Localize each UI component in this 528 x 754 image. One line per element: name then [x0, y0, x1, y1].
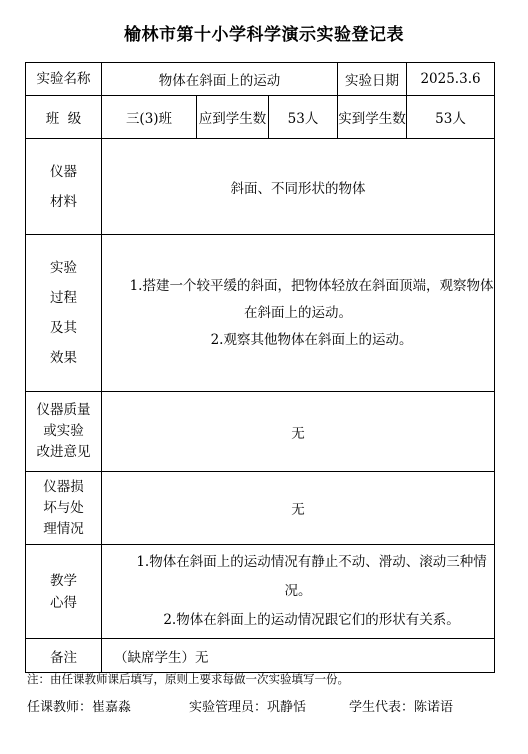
reflection-content [102, 545, 495, 639]
quality-label [26, 392, 102, 472]
teacher-signature: 任课教师：崔嘉淼 [27, 700, 132, 715]
process-paragraph-2: 2.观察其他物体在斜面上的运动。 [210, 331, 413, 348]
process-label-line2: 过程 [50, 290, 77, 306]
process-label-line4: 效果 [50, 350, 77, 366]
row-damage [26, 472, 495, 545]
process-content [102, 235, 495, 392]
materials-label-line1: 仪器 [50, 163, 77, 180]
class-label: 班 级 [26, 96, 102, 139]
reflection-label [26, 545, 102, 639]
expected-students-value: 53人 [269, 96, 338, 139]
damage-label-line1: 仪器损 [43, 478, 84, 495]
expected-students-label: 应到学生数 [197, 96, 269, 139]
reflection-paragraph-1: 1.物体在斜面上的运动情况有静止不动、滑动、滚动三种情况。 [136, 554, 487, 599]
reflection-label-line1: 教学 [50, 572, 77, 589]
experiment-name-value: 物体在斜面上的运动 [102, 63, 338, 96]
lab-manager-signature: 实验管理员：巩静恬 [189, 700, 307, 715]
actual-students-label: 实到学生数 [338, 96, 407, 139]
reflection-paragraph-2: 2.物体在斜面上的运动情况跟它们的形状有关系。 [163, 612, 460, 628]
quality-label-line1: 仪器质量 [36, 402, 91, 418]
process-label-line1: 实验 [50, 260, 77, 276]
experiment-register-table [25, 62, 495, 673]
row-experiment-name [26, 63, 495, 96]
process-paragraph-1: 1.搭建一个较平缓的斜面，把物体轻放在斜面顶端，观察物体在斜面上的运动。 [129, 277, 494, 321]
materials-label [26, 139, 102, 235]
actual-students-value: 53人 [407, 96, 495, 139]
class-value: 三(3)班 [102, 96, 197, 139]
remarks-value: （缺席学生）无 [102, 639, 495, 673]
damage-value: 无 [102, 472, 495, 545]
row-reflection [26, 545, 495, 639]
row-materials [26, 139, 495, 235]
quality-label-line2: 或实验 [43, 423, 84, 439]
process-label [26, 235, 102, 392]
quality-value: 无 [102, 392, 495, 472]
materials-value: 斜面、不同形状的物体 [102, 139, 495, 235]
student-representative-signature: 学生代表：陈诺语 [349, 700, 454, 715]
row-class [26, 96, 495, 139]
footnote: 注：由任课教师课后填写，原则上要求每做一次实验填写一份。 [27, 672, 349, 686]
reflection-label-line2: 心得 [50, 594, 77, 611]
damage-label-line2: 坏与处 [43, 499, 84, 516]
damage-label [26, 472, 102, 545]
row-process [26, 235, 495, 392]
materials-label-line2: 材料 [50, 193, 77, 210]
process-label-line3: 及其 [50, 320, 77, 336]
quality-label-line3: 改进意见 [36, 444, 91, 460]
experiment-date-label: 实验日期 [338, 63, 407, 96]
damage-label-line3: 理情况 [43, 520, 84, 537]
remarks-label: 备注 [26, 639, 102, 673]
row-remarks [26, 639, 495, 673]
experiment-date-value: 2025.3.6 [407, 63, 495, 96]
row-quality [26, 392, 495, 472]
experiment-name-label: 实验名称 [26, 63, 102, 96]
form-title: 榆林市第十小学科学演示实验登记表 [124, 25, 404, 45]
